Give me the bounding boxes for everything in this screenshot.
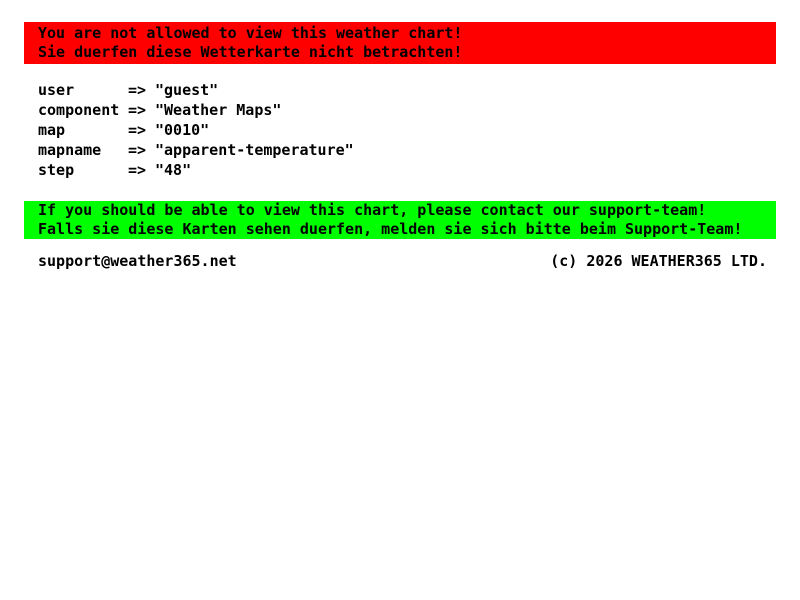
kv-row-user [38, 80, 776, 100]
support-banner-line-de: Falls sie diese Karten sehen duerfen, melden sie sich bitte beim Support-Team! [38, 220, 743, 238]
kv-value: "48" [155, 161, 192, 179]
support-email: support@weather365.net [38, 252, 237, 270]
kv-value: "0010" [155, 121, 210, 139]
kv-value: "guest" [155, 81, 219, 99]
support-banner [24, 201, 776, 239]
kv-arrow: => [128, 161, 147, 179]
support-banner-line-en: If you should be able to view this chart, please contact our support-team! [38, 201, 707, 219]
request-details [38, 80, 776, 180]
kv-row-map [38, 120, 776, 140]
page [0, 0, 800, 271]
kv-key: user [38, 81, 75, 99]
kv-value: "apparent-temperature" [155, 141, 354, 159]
error-banner-line-en: You are not allowed to view this weather chart! [38, 24, 463, 42]
kv-value: "Weather Maps" [155, 101, 282, 119]
footer [24, 252, 776, 271]
error-banner-line-de: Sie duerfen diese Wetterkarte nicht betrachten! [38, 43, 463, 61]
copyright-text: (c) 2026 WEATHER365 LTD. [550, 252, 767, 270]
kv-key: component [38, 101, 120, 119]
kv-key: step [38, 161, 75, 179]
kv-key: map [38, 121, 66, 139]
kv-arrow: => [128, 141, 147, 159]
kv-row-component [38, 100, 776, 120]
kv-arrow: => [128, 101, 147, 119]
kv-arrow: => [128, 121, 147, 139]
kv-arrow: => [128, 81, 147, 99]
kv-row-step [38, 160, 776, 180]
error-banner [24, 22, 776, 64]
kv-row-mapname [38, 140, 776, 160]
kv-key: mapname [38, 141, 102, 159]
